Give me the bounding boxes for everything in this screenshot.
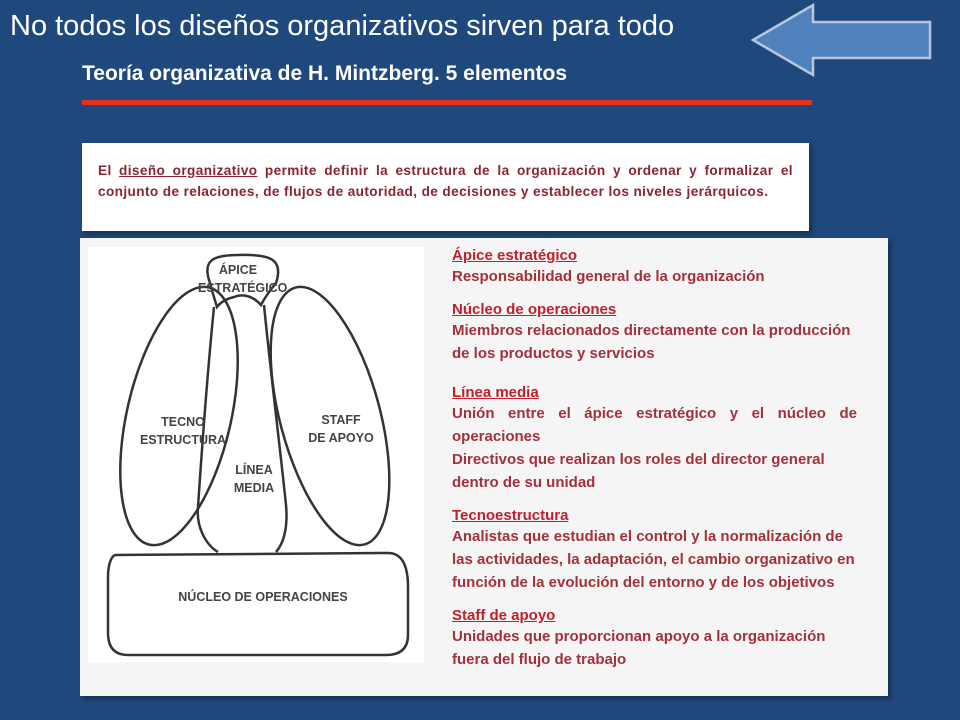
diagram-label-apice: ÁPICE ESTRATÉGICO xyxy=(198,263,288,295)
diagram-label-staff: STAFF DE APOYO xyxy=(308,413,374,445)
section-line: Directivos que realizan los roles del director general dentro de su unidad xyxy=(452,451,825,491)
definition-box xyxy=(82,143,809,231)
section-linea xyxy=(452,383,857,494)
diagram-label-nucleo: NÚCLEO DE OPERACIONES xyxy=(178,590,348,604)
section-line: Unidades que proporcionan apoyo a la organización fuera del flujo de trabajo xyxy=(452,628,826,668)
section-line: Analistas que estudian el control y la normalización de las actividades, la adaptación, el cambio organizativo en función de la evolución del entorno y de los objetivos xyxy=(452,528,855,591)
section-line: Miembros relacionados directamente con la producción de los productos y servicios xyxy=(452,322,851,362)
main-panel xyxy=(80,238,888,696)
definition-text: permite definir la estructura de la organización y ordenar y formalizar el conjunto de relaciones, de flujos de autoridad, de decisiones y establecer los niveles jerárquicos. xyxy=(98,163,793,199)
linea-media-shape-right xyxy=(264,305,287,552)
section-title-nucleo: Núcleo de operaciones xyxy=(452,301,617,318)
diagram-label-tecno: TECNO ESTRUCTURA xyxy=(139,415,227,447)
section-apice xyxy=(452,246,857,288)
red-divider xyxy=(82,100,812,105)
section-title-apice: Ápice estratégico xyxy=(452,247,578,264)
section-title-linea: Línea media xyxy=(452,384,539,401)
back-arrow-icon[interactable] xyxy=(750,2,934,78)
definition-prefix: El xyxy=(98,163,120,178)
section-nucleo xyxy=(452,300,857,365)
section-staff xyxy=(452,606,857,671)
section-title-staff: Staff de apoyo xyxy=(452,607,556,624)
page-title: No todos los diseños organizativos sirven para todo xyxy=(10,10,675,42)
page-subtitle: Teoría organizativa de H. Mintzberg. 5 elementos xyxy=(82,62,568,85)
section-title-tecno: Tecnoestructura xyxy=(452,507,569,524)
mintzberg-diagram xyxy=(88,247,424,662)
element-definitions xyxy=(452,246,857,683)
diagram-label-linea: LÍNEA MEDIA xyxy=(233,463,275,495)
section-line: Responsabilidad general de la organización xyxy=(452,268,765,285)
section-line: Unión entre el ápice estratégico y el núcleo de operaciones xyxy=(452,405,857,445)
section-tecno xyxy=(452,506,857,594)
definition-link[interactable]: diseño organizativo xyxy=(119,163,258,178)
